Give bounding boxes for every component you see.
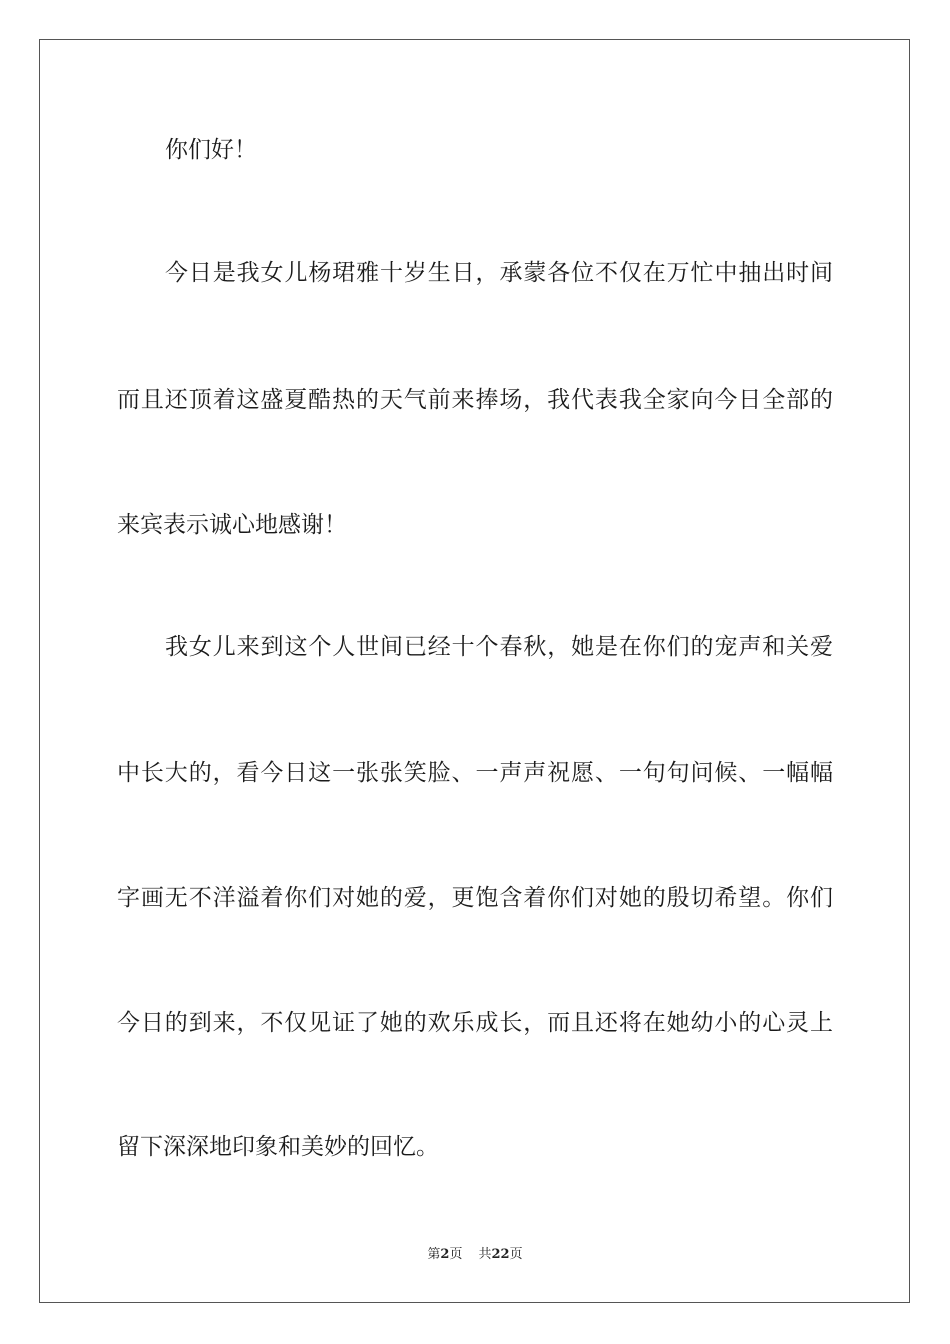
page-footer	[0, 1246, 950, 1264]
paragraph-2-line-5: 留下深深地印象和美妙的回忆。	[117, 1134, 439, 1160]
paragraph-1-line-2: 而且还顶着这盛夏酷热的天气前来捧场，我代表我全家向今日全部的	[117, 387, 833, 413]
paragraph-greeting: 你们好！	[165, 137, 257, 163]
total-pages: 22	[491, 1247, 510, 1262]
paragraph-2-line-2: 中长大的，看今日这一张张笑脸、一声声祝愿、一句句问候、一幅幅	[117, 760, 833, 786]
page-suffix: 页	[449, 1247, 463, 1262]
paragraph-1-line-1: 今日是我女儿杨珺雅十岁生日，承蒙各位不仅在万忙中抽出时间	[165, 260, 833, 286]
total-prefix: 共	[478, 1247, 492, 1262]
page-border	[39, 39, 910, 1303]
paragraph-1-line-3: 来宾表示诚心地感谢！	[117, 512, 347, 538]
page-prefix: 第	[427, 1247, 441, 1262]
paragraph-2-line-1: 我女儿来到这个人世间已经十个春秋，她是在你们的宠声和关爱	[165, 634, 833, 660]
paragraph-2-line-4: 今日的到来，不仅见证了她的欢乐成长，而且还将在她幼小的心灵上	[117, 1010, 833, 1036]
paragraph-2-line-3: 字画无不洋溢着你们对她的爱，更饱含着你们对她的殷切希望。你们	[117, 885, 833, 911]
page-number: 2	[440, 1247, 450, 1262]
total-suffix: 页	[509, 1247, 523, 1262]
